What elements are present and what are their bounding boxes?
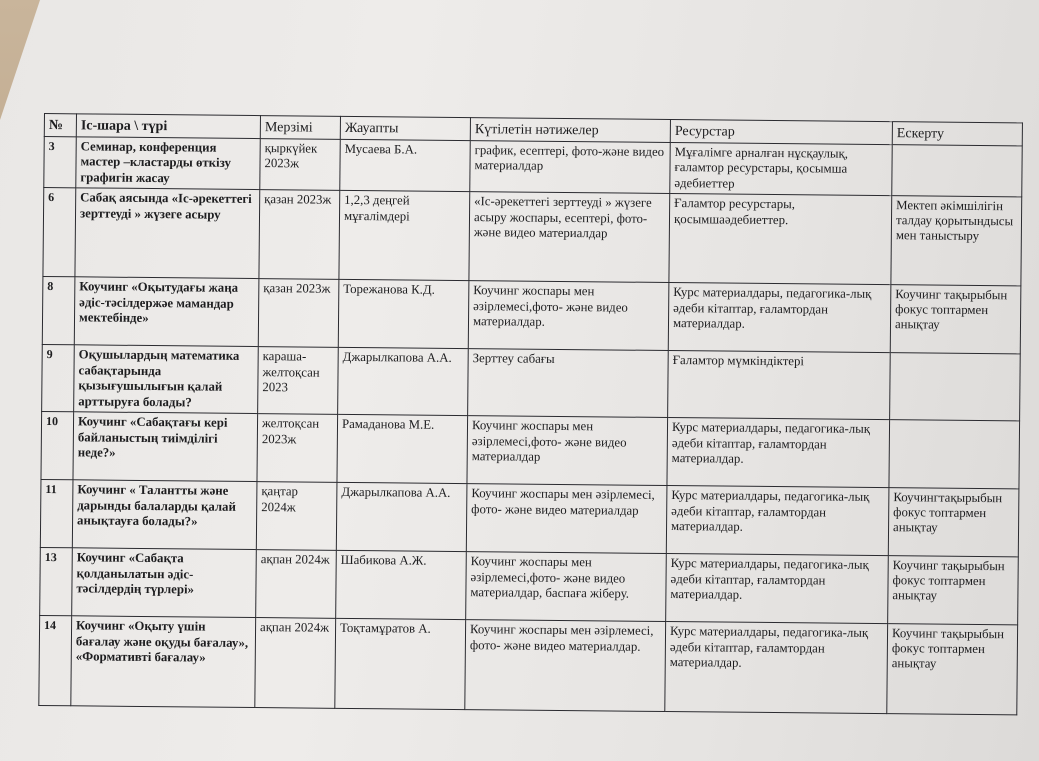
row-event: Сабақ аясында «Іс-әрекеттегі зерттеуді » жүзеге асыру <box>75 188 260 279</box>
row-result: Коучинг жоспары мен әзірлемесі, фото- және видео материалдар. <box>465 620 666 712</box>
row-result: Коучинг жоспары мен әзірлемесі,фото- және видео материалдар <box>467 416 668 486</box>
row-note: Коучинг тақырыбын фокус топтармен анықтау <box>888 556 1019 625</box>
row-date: ақпан 2024ж <box>255 618 336 709</box>
row-result: Зерттеу сабағы <box>468 349 669 418</box>
table-row <box>41 411 1020 488</box>
row-resources: Курс материалдары, педагогика-лық әдеби кітаптар, ғаламтордан материалдар. <box>666 485 889 555</box>
header-resources: Ресурстар <box>670 120 892 145</box>
header-responsible: Жауапты <box>340 116 470 140</box>
row-responsible: Мусаева Б.А. <box>340 139 470 192</box>
row-date: желтоқсан 2023ж <box>257 414 338 483</box>
header-result: Күтілетін нәтижелер <box>470 118 670 142</box>
header-note: Ескерту <box>892 122 1022 146</box>
row-responsible: 1,2,3 деңгей мұғалімдері <box>339 190 470 280</box>
row-responsible: Джарылкапова А.А. <box>336 482 467 551</box>
row-event: Коучинг «Оқыту үшін бағалау және оқуды бағалау», «Формативті бағалау» <box>71 616 256 708</box>
table-row <box>40 479 1019 556</box>
row-result: «Іс-әрекеттегі зерттеуді » жүзеге асыру жоспары, есептері, фото- және видео материалдар <box>469 192 670 283</box>
row-date: қаңтар 2024ж <box>256 482 337 551</box>
row-number: 10 <box>41 411 74 479</box>
row-note <box>892 144 1022 197</box>
row-event: Коучинг «Сабақта қолданылатын әдіс-тәсілдердің түрлері» <box>72 548 257 618</box>
table-row <box>40 547 1019 624</box>
row-note: Коучингтақырыбын фокус топтармен анықтау <box>888 488 1019 557</box>
row-event: Коучинг «Сабақтағы кері байланыстың тиімділігі неде?» <box>73 412 258 482</box>
row-event: Коучинг « Талантты және дарынды балаларды қалай анықтауға болады?» <box>72 480 257 550</box>
row-resources: Курс материалдары, педагогика-лық әдеби кітаптар, ғаламтордан материалдар. <box>665 621 888 713</box>
row-number: 6 <box>43 188 76 277</box>
header-event: Іс-шара \ түрі <box>76 114 260 138</box>
row-resources: Ғаламтор мүмкіндіктері <box>668 351 891 420</box>
row-number: 13 <box>40 547 73 615</box>
row-number: 11 <box>40 479 73 547</box>
plan-table <box>38 113 1023 715</box>
row-responsible: Шабикова А.Ж. <box>336 550 467 619</box>
row-resources: Курс материалдары, педагогика-лық әдеби кітаптар, ғаламтордан материалдар. <box>666 553 889 623</box>
row-date: қазан 2023ж <box>259 190 340 280</box>
row-note <box>889 420 1020 489</box>
row-number: 3 <box>44 136 76 188</box>
row-responsible: Тоқтамұратов А. <box>335 618 466 709</box>
table-row <box>42 344 1021 420</box>
table-row <box>42 276 1021 353</box>
row-event: Оқушылардың математика сабақтарында қызығушылығын қалай арттыруға болады? <box>74 345 259 414</box>
table-row <box>44 136 1022 197</box>
row-responsible: Торежанова К.Д. <box>338 279 469 348</box>
row-date: караша-желтоқсан 2023 <box>258 347 339 415</box>
row-result: Коучинг жоспары мен әзірлемесі,фото- және видео материалдар, баспаға жіберу. <box>466 552 667 622</box>
row-result: Коучинг жоспары мен әзірлемесі,фото- және видео материалдар. <box>468 281 669 351</box>
header-number: № <box>44 114 76 137</box>
row-number: 9 <box>42 344 75 411</box>
row-responsible: Джарылкапова А.А. <box>338 347 469 415</box>
row-result: Коучинг жоспары мен әзірлемесі, фото- және видео материалдар <box>466 484 667 554</box>
row-note: Мектеп әкімшілігін талдау қорытындысы мен таныстыру <box>891 196 1022 286</box>
row-note: Коучинг тақырыбын фокус топтармен анықтау <box>890 285 1021 354</box>
row-date: ақпан 2024ж <box>256 550 337 619</box>
row-number: 8 <box>42 276 75 344</box>
row-number: 14 <box>39 615 72 705</box>
row-note: Коучинг тақырыбын фокус топтармен анықтау <box>887 624 1018 715</box>
row-date: қыркүйек 2023ж <box>260 138 340 190</box>
row-event: Семинар, конференция мастер –кластарды өткізу графигін жасау <box>76 136 260 189</box>
table-row <box>39 615 1018 714</box>
row-resources: Ғаламтор ресурстары, қосымшаәдебиеттер. <box>669 194 892 285</box>
row-event: Коучинг «Оқытудағы жаңа әдіс-тәсілдержәе мамандар мектебінде» <box>74 277 259 347</box>
row-responsible: Рамаданова М.Е. <box>337 414 468 483</box>
row-note <box>890 353 1021 421</box>
row-resources: Мұғалімге арналған нұсқаулық, ғаламтор ресурстары, қосымша әдебиеттер <box>670 142 892 196</box>
row-resources: Курс материалдары, педагогика-лық әдеби кітаптар, ғаламтордан материалдар. <box>668 283 891 353</box>
table-row <box>43 188 1022 286</box>
header-date: Мерзімі <box>260 116 340 139</box>
row-result: график, есептері, фото-және видео материалдар <box>470 140 670 193</box>
row-resources: Курс материалдары, педагогика-лық әдеби кітаптар, ғаламтордан материалдар. <box>667 418 890 488</box>
row-date: қазан 2023ж <box>258 279 339 348</box>
